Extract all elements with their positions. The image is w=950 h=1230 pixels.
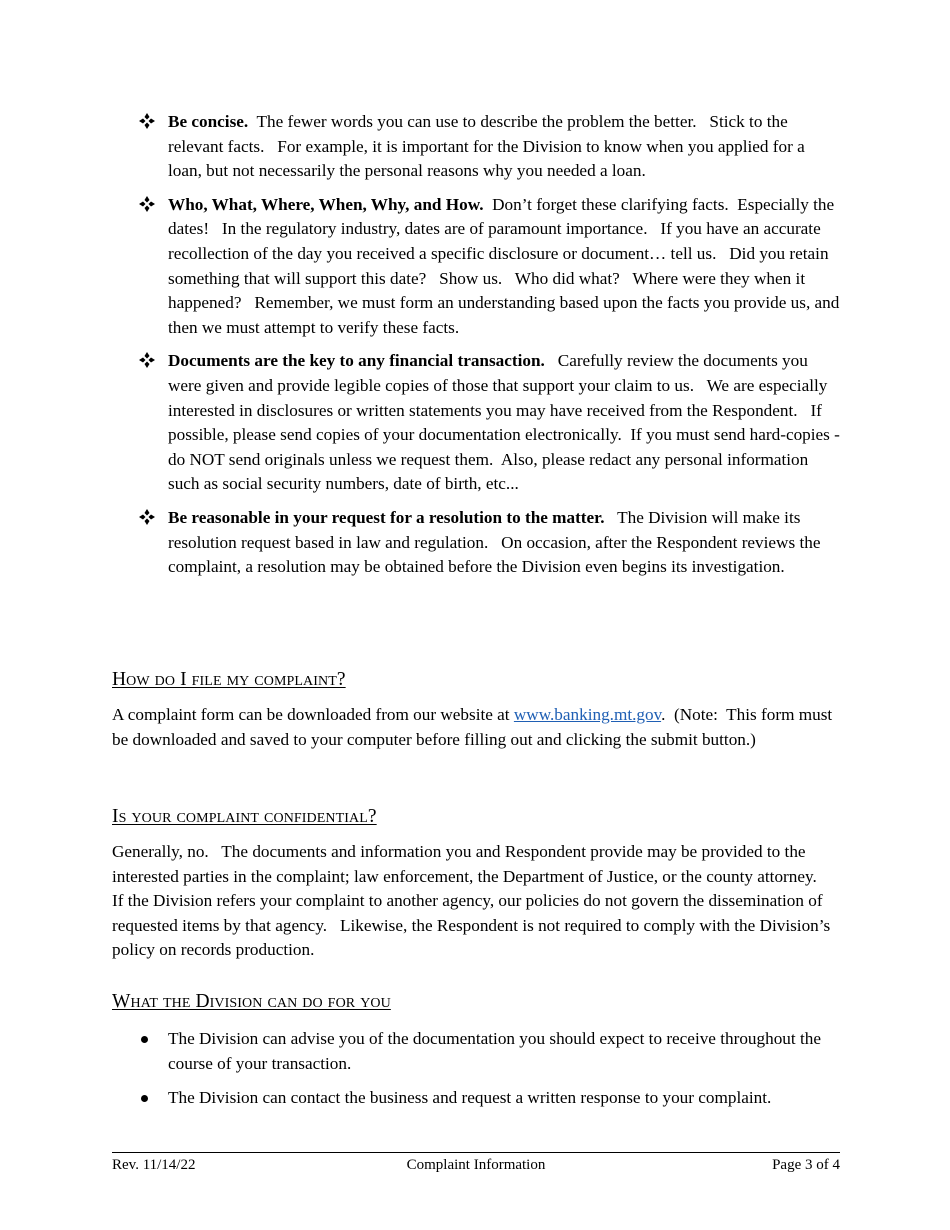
tip-body: The fewer words you can use to describe the problem the better. Stick to the relevant facts. For example, it is important for the Division to know when you applied for a loan, but not necessarily the personal reasons why you needed a loan. <box>168 112 810 181</box>
round-bullet-icon <box>141 1036 148 1043</box>
four-diamond-bullet-icon <box>139 509 155 525</box>
tip-heading: Be reasonable in your request for a resolution to the matter. <box>168 507 605 527</box>
division-item-text: The Division can advise you of the documentation you should expect to receive throughout the course of your transaction. <box>168 1029 821 1073</box>
footer-page-number: Page 3 of 4 <box>772 1157 840 1173</box>
footer-title: Complaint Information <box>406 1157 546 1173</box>
banking-website-link[interactable]: www.banking.mt.gov <box>513 705 662 724</box>
tip-item <box>112 506 840 580</box>
footer-divider <box>112 1152 840 1153</box>
division-list <box>112 1027 840 1121</box>
tip-body: Carefully review the documents you were given and provide legible copies of those that support your claim to us. We are especially interested in disclosures or written statements you may have received from the Respondent. If possible, please send copies of your documentation electronically. If you must send hard-copies - do NOT send originals unless we request them. Also, please redact any personal information such as social security numbers, date of birth, etc... <box>168 351 845 494</box>
tips-list <box>112 110 845 589</box>
confidential-paragraph: Generally, no. The documents and information you and Respondent provide may be provided to the interested parties in the complaint; law enforcement, the Department of Justice, or the county attorney. If the Division refers your complaint to another agency, our policies do not govern the dissemination of requested items by that agency. Likewise, the Respondent is not required to comply with the Division’s policy on records production. <box>112 842 835 960</box>
tip-item <box>112 349 845 497</box>
tip-heading: Documents are the key to any financial transaction. <box>168 351 545 371</box>
four-diamond-bullet-icon <box>139 113 155 129</box>
round-bullet-icon <box>141 1095 148 1102</box>
tip-body: The Division will make its resolution request based in law and regulation. On occasion, after the Respondent reviews the complaint, a resolution may be obtained before the Division even begins its investigation. <box>168 507 825 577</box>
file-complaint-note: . (Note: This form must be downloaded and saved to your computer before filling out and clicking the submit button.) <box>112 705 837 749</box>
confidential-heading: Is your complaint confidential? <box>112 806 377 827</box>
division-list-item <box>112 1027 840 1076</box>
tip-heading: Be concise. <box>168 112 249 131</box>
tip-heading: Who, What, Where, When, Why, and How. <box>168 194 484 214</box>
division-item-text: The Division can contact the business and request a written response to your complaint. <box>168 1088 772 1108</box>
tip-item <box>112 110 840 184</box>
four-diamond-bullet-icon <box>139 352 155 368</box>
tip-item <box>112 193 844 341</box>
division-list-item <box>112 1086 840 1111</box>
file-complaint-paragraph <box>112 703 840 752</box>
file-complaint-text: A complaint form can be downloaded from our website at <box>112 705 514 724</box>
four-diamond-bullet-icon <box>139 196 155 212</box>
footer-revision: Rev. 11/14/22 <box>112 1157 196 1173</box>
file-complaint-heading: How do I file my complaint? <box>112 669 346 690</box>
division-heading: What the Division can do for you <box>112 991 391 1012</box>
tip-body: Don’t forget these clarifying facts. Especially the dates! In the regulatory industry, dates are of paramount importance. If you have an accurate recollection of the day you received a specific disclosure or document… tell us. Did you retain something that will support this date? Show us. Who did what? Where were they when it happened? Remember, we must form an understanding based upon the facts you provide us, and then we must attempt to verify these facts. <box>168 194 844 337</box>
